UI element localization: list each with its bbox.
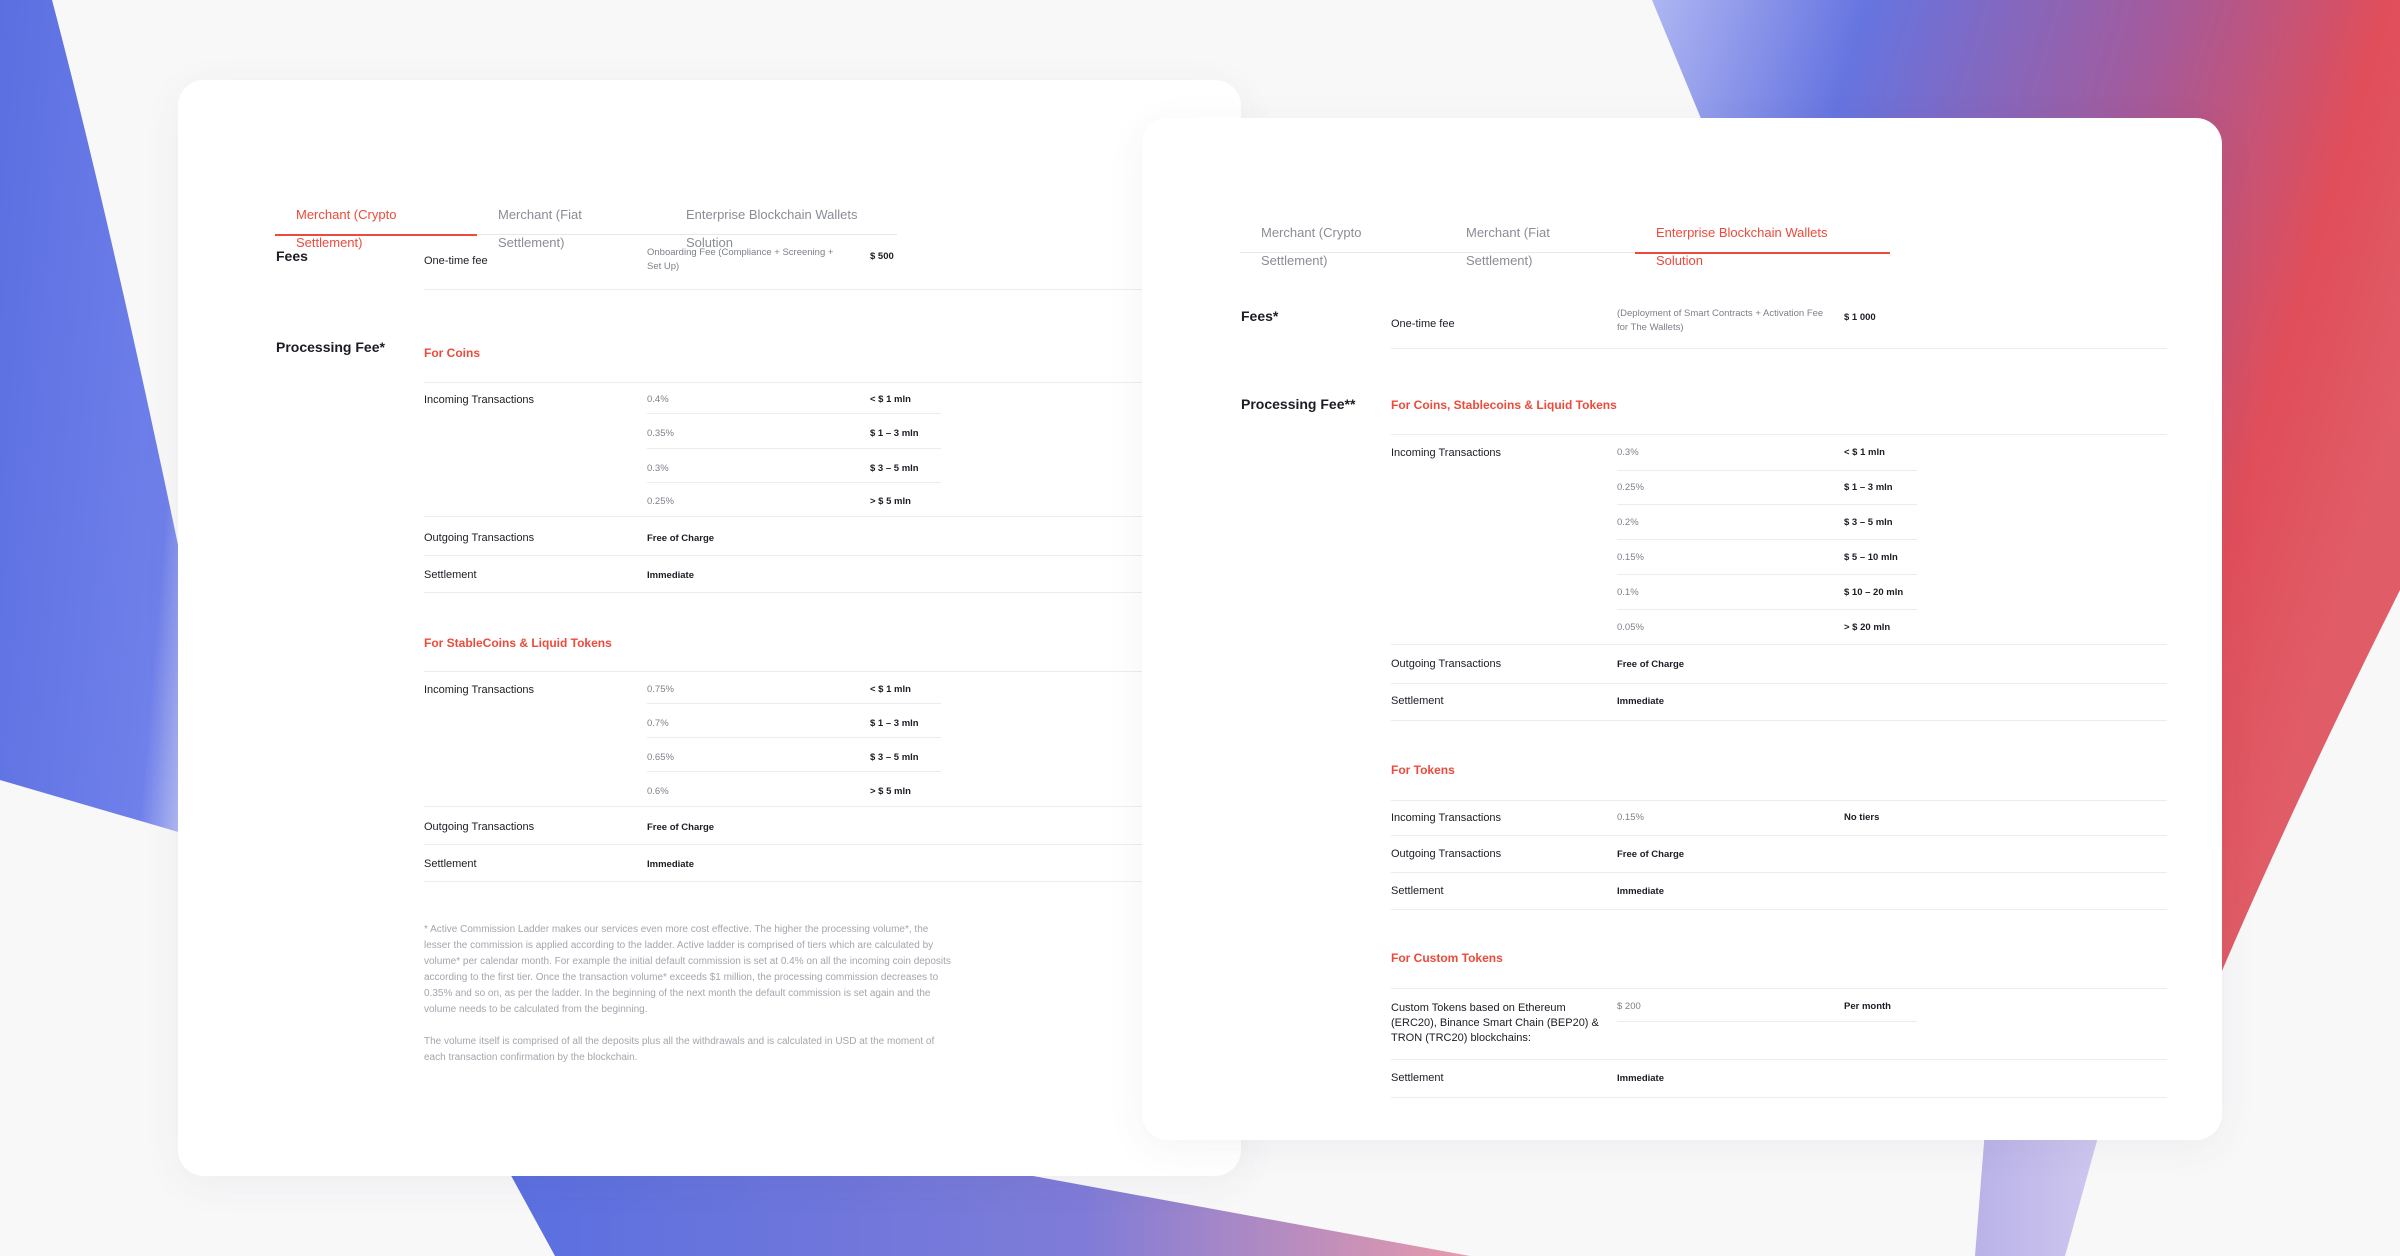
divider [1391,434,2167,435]
coins-tier-volume: > $ 20 mln [1844,622,1891,633]
divider [424,844,1241,845]
divider [424,592,1241,593]
divider [1391,644,2167,645]
stablecoins-heading: For StableCoins & Liquid Tokens [424,636,612,650]
coins-incoming-label: Incoming Transactions [424,394,535,406]
tab-enterprise-wallets[interactable]: Enterprise Blockchain Wallets Solution [1635,219,1890,254]
custom-tokens-heading: For Custom Tokens [1391,951,1503,965]
custom-tokens-period: Per month [1844,1001,1891,1012]
onboarding-fee-description: Onboarding Fee (Compliance + Screening + Set Up) [647,247,834,272]
divider [424,881,1241,882]
divider [1391,909,2167,910]
coins-settlement-label: Settlement [1391,695,1444,707]
coins-tier-rate: 0.4% [647,394,669,405]
onboarding-fee-amount: $ 500 [870,251,894,262]
divider [424,382,1241,383]
tab-merchant-fiat-settlement[interactable]: Merchant (Fiat Settlement) [498,207,582,250]
tokens-incoming-label: Incoming Transactions [1391,812,1502,824]
coins-tier-rate: 0.15% [1617,552,1644,563]
stablecoins-settlement-value: Immediate [647,859,694,870]
coins-outgoing-value: Free of Charge [1617,659,1685,670]
tab-enterprise-wallets[interactable]: Enterprise Blockchain Wallets Solution [686,207,858,250]
one-time-fee-label: One-time fee [424,255,488,267]
tier-divider [1617,1021,1917,1022]
coins-settlement-value: Immediate [1617,696,1664,707]
tokens-heading: For Tokens [1391,763,1455,777]
divider [1391,1097,2167,1098]
stablecoins-tier-volume: $ 1 – 3 mln [870,718,919,729]
divider [1391,1059,2167,1060]
coins-outgoing-label: Outgoing Transactions [424,532,535,544]
coins-tier-rate: 0.3% [1617,447,1639,458]
stablecoins-outgoing-value: Free of Charge [647,822,715,833]
divider [424,671,1241,672]
custom-tokens-settlement-value: Immediate [1617,1073,1664,1084]
stablecoins-outgoing-label: Outgoing Transactions [424,821,535,833]
volume-footnote: The volume itself is comprised of all the deposits plus all the withdrawals and is calculated in USD at the moment of each transaction confirmation by the blockchain. [424,1036,935,1063]
coins-tier-rate: 0.1% [1617,587,1639,598]
fees-title: Fees* [1241,308,1279,324]
custom-tokens-label: Custom Tokens based on Ethereum (ERC20), Binance Smart Chain (BEP20) & TRON (TRC20) blockchains: [1391,1002,1599,1044]
coins-settlement-label: Settlement [424,569,477,581]
stablecoins-settlement-label: Settlement [424,858,477,870]
coins-tier-volume: $ 1 – 3 mln [870,428,919,439]
coins-tier-volume: $ 10 – 20 mln [1844,587,1904,598]
tokens-settlement-value: Immediate [1617,886,1664,897]
coins-tier-rate: 0.2% [1617,517,1639,528]
tokens-incoming-rate: 0.15% [1617,812,1644,823]
coins-settlement-value: Immediate [647,570,694,581]
deployment-fee-description: (Deployment of Smart Contracts + Activation Fee for The Wallets) [1617,308,1824,333]
divider [1391,348,2167,349]
coins-tier-volume: $ 3 – 5 mln [1844,517,1893,528]
tier-divider [1617,504,1917,505]
coins-tier-rate: 0.05% [1617,622,1644,633]
stablecoins-tier-rate: 0.65% [647,752,674,763]
one-time-fee-label: One-time fee [1391,318,1455,330]
coins-tier-volume: $ 3 – 5 mln [870,463,919,474]
divider [424,555,1241,556]
tier-divider [647,413,941,414]
tokens-settlement-label: Settlement [1391,885,1444,897]
stablecoins-incoming-label: Incoming Transactions [424,684,535,696]
coins-outgoing-label: Outgoing Transactions [1391,658,1502,670]
coins-tier-rate: 0.3% [647,463,669,474]
tier-divider [647,448,941,449]
divider [424,289,1241,290]
tier-divider [1617,539,1917,540]
tab-bar [1240,219,1890,268]
stablecoins-tier-volume: > $ 5 mln [870,786,911,797]
stablecoins-tier-rate: 0.75% [647,684,674,695]
divider [1391,835,2167,836]
pricing-card-enterprise-wallets [1142,118,2222,1140]
processing-fee-title: Processing Fee* [276,339,385,355]
deployment-fee-amount: $ 1 000 [1844,312,1876,323]
tier-divider [647,771,941,772]
stablecoins-tier-volume: < $ 1 mln [870,684,911,695]
coins-tier-rate: 0.25% [647,496,674,507]
coins-stablecoins-heading: For Coins, Stablecoins & Liquid Tokens [1391,398,1617,412]
divider [1391,800,2167,801]
divider [1391,988,2167,989]
coins-tier-volume: > $ 5 mln [870,496,911,507]
tier-divider [1617,609,1917,610]
tab-merchant-crypto-settlement[interactable]: Merchant (Crypto Settlement) [275,201,477,236]
divider [424,806,1241,807]
coins-tier-rate: 0.35% [647,428,674,439]
divider [424,516,1241,517]
tokens-outgoing-label: Outgoing Transactions [1391,848,1502,860]
tab-merchant-crypto-settlement[interactable]: Merchant (Crypto Settlement) [1261,225,1362,268]
coins-tier-volume: < $ 1 mln [870,394,911,405]
tier-divider [647,482,941,483]
commission-ladder-footnote: * Active Commission Ladder makes our services even more cost effective. The higher the processing volume*, the lesser the commission is applied according to the ladder. Active ladder is comprised of tiers which are calculated by volume* per calendar month. For example the initial default commission is set at 0.4% on all the incoming coin deposits according to the first tier. Once the transaction volume* exceeds $1 million, the processing commission decreases to 0.35% and so on, as per the ladder. In the beginning of the next month the default commission is set again and the volume needs to be calculated from the beginning. [424,924,951,1015]
stablecoins-tier-rate: 0.7% [647,718,669,729]
divider [1391,872,2167,873]
coins-tier-volume: $ 1 – 3 mln [1844,482,1893,493]
coins-tier-volume: $ 5 – 10 mln [1844,552,1898,563]
custom-tokens-amount: $ 200 [1617,1001,1641,1012]
coins-outgoing-value: Free of Charge [647,533,715,544]
coins-incoming-label: Incoming Transactions [1391,447,1502,459]
tab-merchant-fiat-settlement[interactable]: Merchant (Fiat Settlement) [1466,225,1550,268]
stablecoins-tier-rate: 0.6% [647,786,669,797]
tab-bar [275,201,897,250]
tokens-outgoing-value: Free of Charge [1617,849,1685,860]
stablecoins-tier-volume: $ 3 – 5 mln [870,752,919,763]
coins-tier-rate: 0.25% [1617,482,1644,493]
tokens-no-tiers: No tiers [1844,812,1880,823]
coins-heading: For Coins [424,346,480,360]
tier-divider [647,737,941,738]
divider [1391,683,2167,684]
divider [1391,720,2167,721]
tier-divider [1617,470,1917,471]
tier-divider [1617,574,1917,575]
pricing-card-merchant-crypto [178,80,1241,1176]
tier-divider [647,703,941,704]
processing-fee-title: Processing Fee** [1241,396,1356,412]
coins-tier-volume: < $ 1 mln [1844,447,1885,458]
fees-title: Fees [276,248,308,264]
custom-tokens-settlement-label: Settlement [1391,1072,1444,1084]
